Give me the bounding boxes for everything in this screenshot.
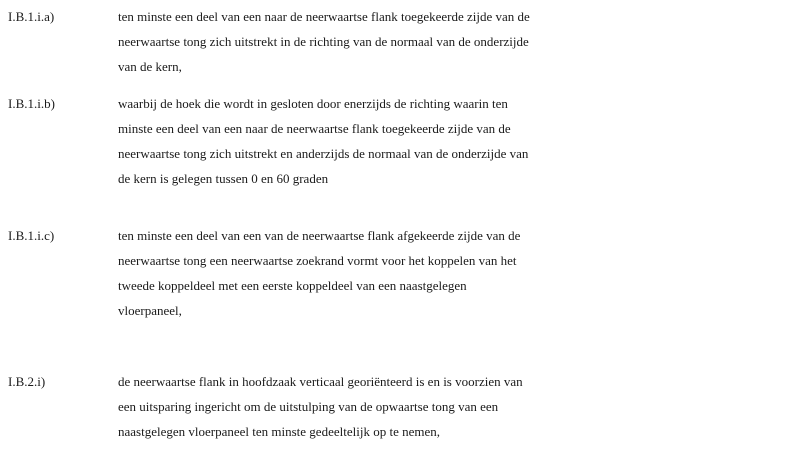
clause-text-line: waarbij de hoek die wordt in gesloten door enerzijds de richting waarin ten [118, 96, 508, 111]
clause-text-line: de kern is gelegen tussen 0 en 60 graden [118, 171, 329, 186]
clause-text-line: neerwaartse tong een neerwaartse zoekrand vormt voor het koppelen van het [118, 253, 517, 268]
clause-label: I.B.2.i) [8, 374, 46, 389]
clause-text-line: neerwaartse tong zich uitstrekt en anderzijds de normaal van de onderzijde van [118, 146, 529, 161]
clause-text-line: ten minste een deel van een naar de neerwaartse flank toegekeerde zijde van de [118, 9, 530, 24]
clause-label: I.B.1.i.a) [8, 9, 55, 24]
clause-text-line: vloerpaneel, [118, 303, 182, 318]
clause-text-line: een uitsparing ingericht om de uitstulping van de opwaartse tong van een [118, 399, 499, 414]
clause-text [118, 369, 738, 444]
clause-text-line: minste een deel van een naar de neerwaartse flank toegekeerde zijde van de [118, 121, 511, 136]
clause-label: I.B.1.i.c) [8, 228, 55, 243]
clause-text [118, 223, 738, 323]
clause-text-line: neerwaartse tong zich uitstrekt in de richting van de normaal van de onderzijde [118, 34, 529, 49]
clause-text [118, 91, 738, 191]
clause-text [118, 4, 738, 79]
clause-text-line: ten minste een deel van een van de neerwaartse flank afgekeerde zijde van de [118, 228, 521, 243]
clause-label: I.B.1.i.b) [8, 96, 55, 111]
clause-text-line: tweede koppeldeel met een eerste koppeldeel van een naastgelegen [118, 278, 467, 293]
clause-text-line: van de kern, [118, 59, 182, 74]
clause-text-line: naastgelegen vloerpaneel ten minste gedeeltelijk op te nemen, [118, 424, 440, 439]
clause-text-line: de neerwaartse flank in hoofdzaak verticaal georiënteerd is en is voorzien van [118, 374, 523, 389]
